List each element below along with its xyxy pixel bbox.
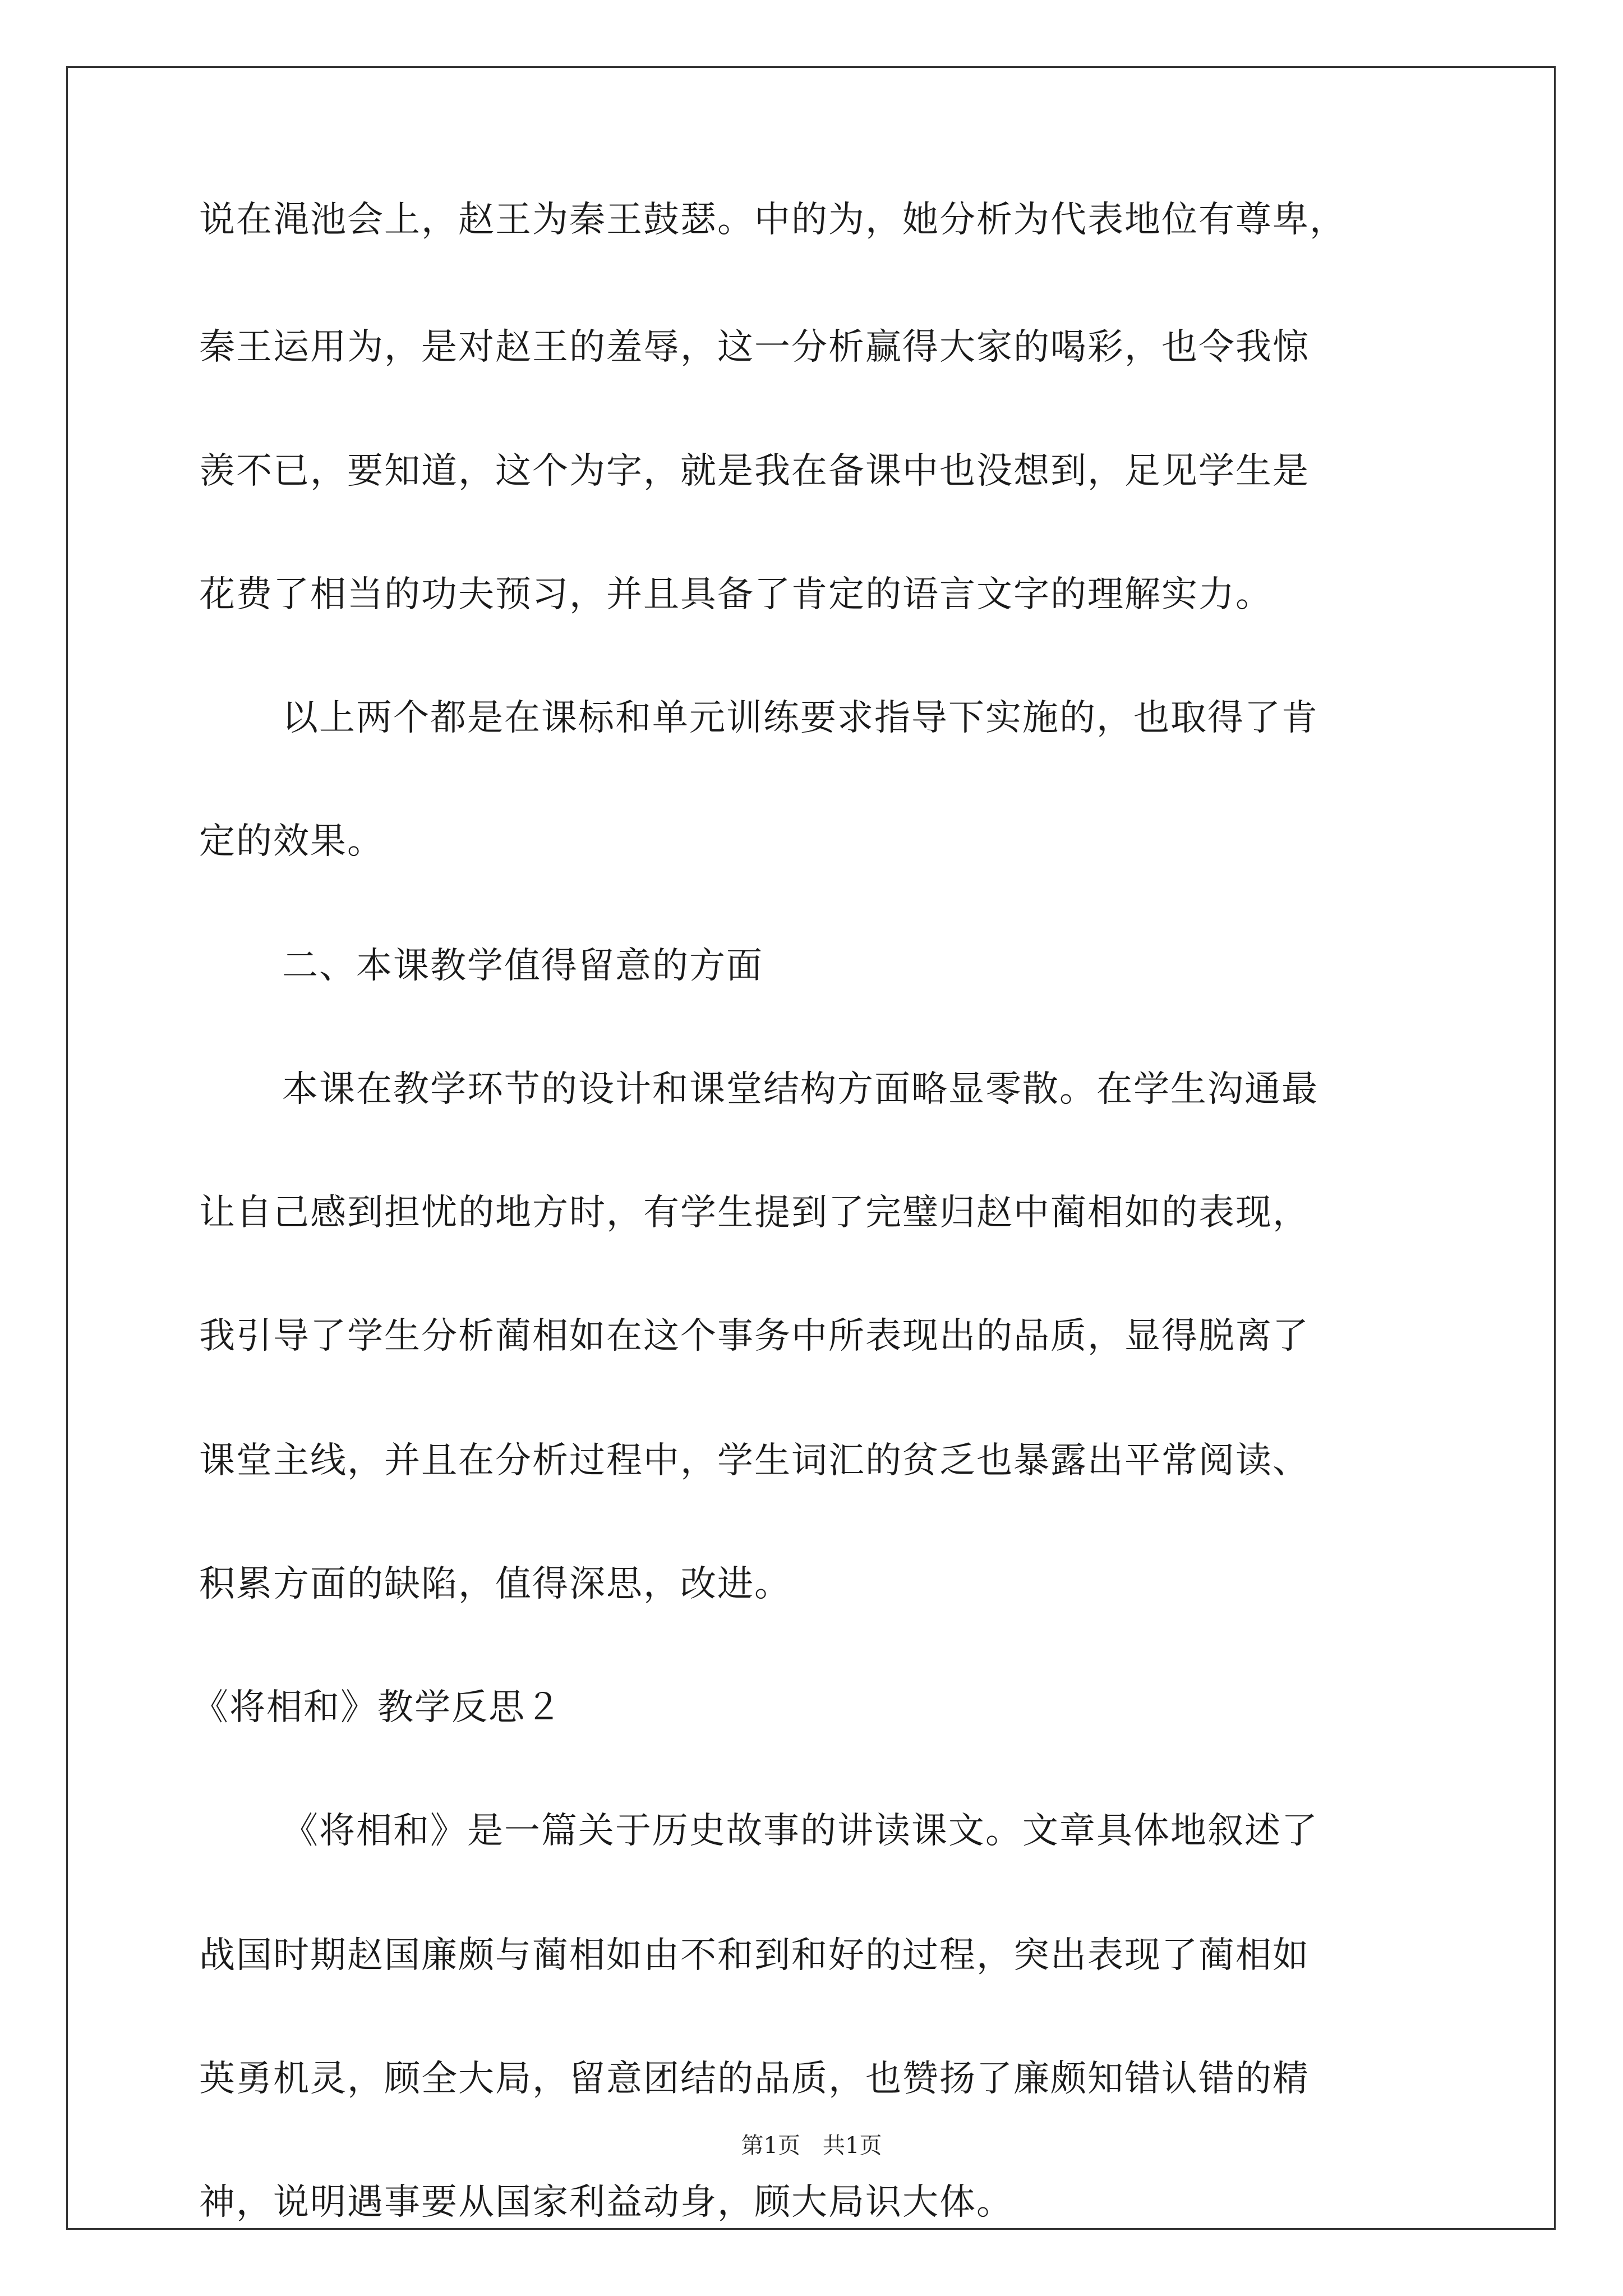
text-line: 说在渑池会上，赵王为秦王鼓瑟。中的为，她分析为代表地位有尊卑， — [199, 199, 1347, 241]
page-footer: 第1页 共1页 — [741, 2133, 882, 2159]
text-line: 战国时期赵国廉颇与蔺相如由不和到和好的过程，突出表现了蔺相如 — [199, 1935, 1310, 1976]
text-line: 羡不已，要知道，这个为字，就是我在备课中也没想到，足见学生是 — [199, 450, 1310, 492]
page-border — [66, 66, 1556, 2230]
text-line: 积累方面的缺陷，值得深思，改进。 — [199, 1563, 791, 1605]
paragraph-start: 《将相和》是一篇关于历史故事的讲读课文。文章具体地叙述了 — [282, 1810, 1318, 1852]
text-line: 英勇机灵，顾全大局，留意团结的品质，也赞扬了廉颇知错认错的精 — [199, 2058, 1310, 2100]
text-line: 让自己感到担忧的地方时，有学生提到了完璧归赵中蔺相如的表现， — [199, 1192, 1310, 1234]
section-heading: 二、本课教学值得留意的方面 — [282, 945, 763, 987]
paragraph-start: 本课在教学环节的设计和课堂结构方面略显零散。在学生沟通最 — [282, 1069, 1318, 1110]
text-line: 花费了相当的功夫预习，并且具备了肯定的语言文字的理解实力。 — [199, 574, 1272, 615]
text-line: 课堂主线，并且在分析过程中，学生词汇的贫乏也暴露出平常阅读、 — [199, 1440, 1310, 1481]
text-line: 定的效果。 — [199, 821, 384, 862]
text-line: 神，说明遇事要从国家利益动身，顾大局识大体。 — [199, 2182, 1013, 2223]
document-title: 《将相和》教学反思２ — [192, 1687, 562, 1728]
text-line: 我引导了学生分析蔺相如在这个事务中所表现出的品质，显得脱离了 — [199, 1315, 1310, 1357]
text-line: 秦王运用为，是对赵王的羞辱，这一分析赢得大家的喝彩，也令我惊 — [199, 326, 1310, 368]
paragraph-start: 以上两个都是在课标和单元训练要求指导下实施的，也取得了肯 — [282, 697, 1318, 739]
